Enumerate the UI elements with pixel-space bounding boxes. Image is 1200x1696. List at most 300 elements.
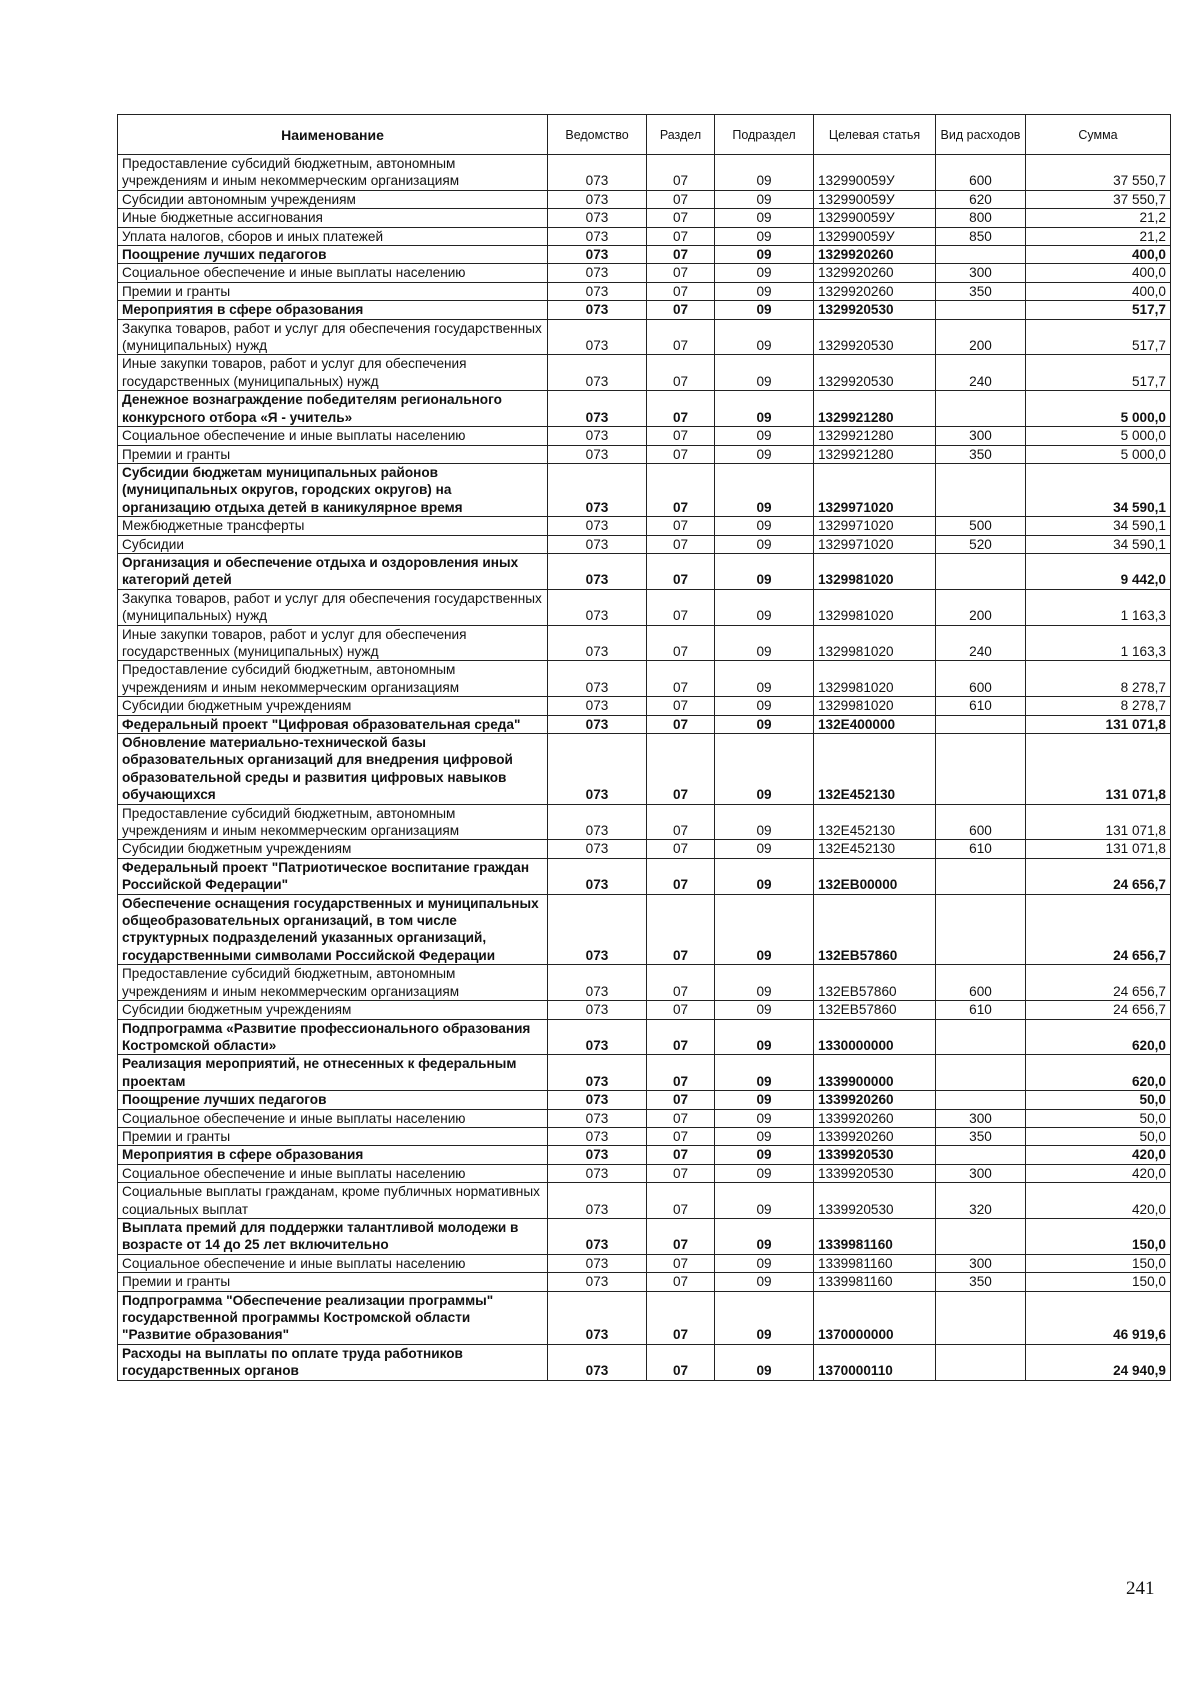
cell-razdel: 07 (647, 697, 715, 715)
cell-target-article: 1330000000 (814, 1019, 936, 1055)
cell-name: Подпрограмма "Обеспечение реализации программы" государственной программы Костромской области "Развитие образования" (118, 1291, 548, 1344)
cell-podrazdel: 09 (715, 858, 814, 894)
cell-sum: 21,2 (1026, 227, 1171, 245)
table-row (118, 1183, 1171, 1219)
cell-name: Предоставление субсидий бюджетным, автономным учреждениям и иным некоммерческим организациям (118, 804, 548, 840)
cell-vedomstvo: 073 (548, 1183, 647, 1219)
cell-sum: 34 590,1 (1026, 463, 1171, 516)
cell-sum: 1 163,3 (1026, 589, 1171, 625)
cell-name: Мероприятия в сфере образования (118, 1146, 548, 1164)
cell-vedomstvo: 073 (548, 1127, 647, 1145)
cell-vedomstvo: 073 (548, 840, 647, 858)
table-row (118, 553, 1171, 589)
cell-name: Социальное обеспечение и иные выплаты населению (118, 427, 548, 445)
cell-vedomstvo: 073 (548, 246, 647, 264)
cell-podrazdel: 09 (715, 1254, 814, 1272)
cell-podrazdel: 09 (715, 965, 814, 1001)
cell-podrazdel: 09 (715, 804, 814, 840)
header-vedomstvo: Ведомство (548, 115, 647, 155)
cell-target-article: 1329981020 (814, 589, 936, 625)
cell-target-article: 132Е452130 (814, 804, 936, 840)
cell-podrazdel: 09 (715, 589, 814, 625)
cell-expense-type: 610 (936, 1001, 1026, 1019)
cell-name: Субсидии бюджетным учреждениям (118, 840, 548, 858)
cell-sum: 37 550,7 (1026, 190, 1171, 208)
cell-vedomstvo: 073 (548, 445, 647, 463)
cell-name: Премии и гранты (118, 445, 548, 463)
cell-podrazdel: 09 (715, 661, 814, 697)
cell-target-article: 1329981020 (814, 553, 936, 589)
cell-vedomstvo: 073 (548, 264, 647, 282)
cell-razdel: 07 (647, 246, 715, 264)
cell-podrazdel: 09 (715, 319, 814, 355)
cell-expense-type: 350 (936, 1127, 1026, 1145)
cell-name: Предоставление субсидий бюджетным, автономным учреждениям и иным некоммерческим организациям (118, 155, 548, 191)
table-row (118, 965, 1171, 1001)
table-row (118, 1091, 1171, 1109)
cell-podrazdel: 09 (715, 1183, 814, 1219)
cell-razdel: 07 (647, 1291, 715, 1344)
table-row (118, 190, 1171, 208)
table-body (118, 155, 1171, 1381)
cell-razdel: 07 (647, 1183, 715, 1219)
cell-expense-type: 600 (936, 661, 1026, 697)
cell-name: Субсидии бюджетным учреждениям (118, 697, 548, 715)
cell-name: Закупка товаров, работ и услуг для обеспечения государственных (муниципальных) нужд (118, 589, 548, 625)
cell-name: Премии и гранты (118, 282, 548, 300)
cell-expense-type: 850 (936, 227, 1026, 245)
table-header (118, 115, 1171, 155)
cell-vedomstvo: 073 (548, 190, 647, 208)
cell-target-article: 1329921280 (814, 391, 936, 427)
cell-name: Закупка товаров, работ и услуг для обеспечения государственных (муниципальных) нужд (118, 319, 548, 355)
cell-target-article: 132ЕВ57860 (814, 1001, 936, 1019)
cell-podrazdel: 09 (715, 1291, 814, 1344)
table-row (118, 535, 1171, 553)
cell-expense-type (936, 1291, 1026, 1344)
cell-vedomstvo: 073 (548, 1273, 647, 1291)
cell-expense-type: 200 (936, 589, 1026, 625)
cell-podrazdel: 09 (715, 1091, 814, 1109)
header-name: Наименование (118, 115, 548, 155)
cell-podrazdel: 09 (715, 1001, 814, 1019)
cell-target-article: 1370000000 (814, 1291, 936, 1344)
table-row (118, 1146, 1171, 1164)
cell-podrazdel: 09 (715, 553, 814, 589)
cell-name: Предоставление субсидий бюджетным, автономным учреждениям и иным некоммерческим организациям (118, 965, 548, 1001)
cell-sum: 620,0 (1026, 1055, 1171, 1091)
cell-podrazdel: 09 (715, 1344, 814, 1380)
cell-expense-type: 300 (936, 264, 1026, 282)
cell-podrazdel: 09 (715, 463, 814, 516)
cell-name: Денежное вознаграждение победителям регионального конкурсного отбора «Я - учитель» (118, 391, 548, 427)
cell-target-article: 1329921280 (814, 427, 936, 445)
cell-target-article: 1329981020 (814, 697, 936, 715)
table-row (118, 427, 1171, 445)
cell-sum: 150,0 (1026, 1218, 1171, 1254)
table-row (118, 840, 1171, 858)
table-row (118, 1019, 1171, 1055)
cell-razdel: 07 (647, 1146, 715, 1164)
cell-name: Субсидии бюджетам муниципальных районов (муниципальных округов, городских округов) на организацию отдыха детей в каникулярное время (118, 463, 548, 516)
cell-razdel: 07 (647, 661, 715, 697)
header-razdel: Раздел (647, 115, 715, 155)
cell-razdel: 07 (647, 391, 715, 427)
cell-name: Обеспечение оснащения государственных и муниципальных общеобразовательных организаций, в том числе структурных подразделений указанных организаций, государственными символами Российской Федерации (118, 894, 548, 965)
cell-vedomstvo: 073 (548, 227, 647, 245)
cell-target-article: 1339981160 (814, 1218, 936, 1254)
cell-expense-type: 300 (936, 1164, 1026, 1182)
cell-sum: 34 590,1 (1026, 535, 1171, 553)
cell-razdel: 07 (647, 282, 715, 300)
cell-sum: 400,0 (1026, 246, 1171, 264)
cell-vedomstvo: 073 (548, 282, 647, 300)
cell-podrazdel: 09 (715, 517, 814, 535)
cell-target-article: 1329920530 (814, 301, 936, 319)
table-row (118, 1164, 1171, 1182)
cell-razdel: 07 (647, 301, 715, 319)
table-row (118, 894, 1171, 965)
cell-target-article: 1329920260 (814, 264, 936, 282)
cell-name: Иные закупки товаров, работ и услуг для обеспечения государственных (муниципальных) нужд (118, 625, 548, 661)
cell-sum: 37 550,7 (1026, 155, 1171, 191)
cell-name: Межбюджетные трансферты (118, 517, 548, 535)
cell-expense-type: 610 (936, 840, 1026, 858)
cell-expense-type (936, 246, 1026, 264)
cell-vedomstvo: 073 (548, 1146, 647, 1164)
cell-name: Субсидии автономным учреждениям (118, 190, 548, 208)
cell-vedomstvo: 073 (548, 1019, 647, 1055)
table-row (118, 445, 1171, 463)
cell-podrazdel: 09 (715, 246, 814, 264)
cell-sum: 420,0 (1026, 1164, 1171, 1182)
cell-podrazdel: 09 (715, 1164, 814, 1182)
cell-vedomstvo: 073 (548, 1291, 647, 1344)
table-row (118, 1055, 1171, 1091)
cell-sum: 5 000,0 (1026, 391, 1171, 427)
cell-razdel: 07 (647, 463, 715, 516)
cell-expense-type (936, 463, 1026, 516)
cell-vedomstvo: 073 (548, 209, 647, 227)
cell-target-article: 1370000110 (814, 1344, 936, 1380)
cell-vedomstvo: 073 (548, 1218, 647, 1254)
table-row (118, 1109, 1171, 1127)
cell-vedomstvo: 073 (548, 1344, 647, 1380)
cell-vedomstvo: 073 (548, 319, 647, 355)
table-row (118, 1273, 1171, 1291)
cell-target-article: 1339981160 (814, 1273, 936, 1291)
cell-expense-type (936, 715, 1026, 733)
cell-podrazdel: 09 (715, 840, 814, 858)
cell-target-article: 1329981020 (814, 661, 936, 697)
cell-podrazdel: 09 (715, 535, 814, 553)
cell-target-article: 132Е452130 (814, 734, 936, 805)
cell-vedomstvo: 073 (548, 463, 647, 516)
table-row (118, 804, 1171, 840)
budget-table (117, 114, 1171, 1381)
table-row (118, 1218, 1171, 1254)
cell-vedomstvo: 073 (548, 734, 647, 805)
cell-sum: 24 656,7 (1026, 858, 1171, 894)
cell-razdel: 07 (647, 190, 715, 208)
cell-target-article: 1329981020 (814, 625, 936, 661)
cell-target-article: 132990059У (814, 190, 936, 208)
cell-target-article: 1339920260 (814, 1127, 936, 1145)
cell-vedomstvo: 073 (548, 697, 647, 715)
table-row (118, 391, 1171, 427)
cell-vedomstvo: 073 (548, 155, 647, 191)
cell-podrazdel: 09 (715, 715, 814, 733)
cell-target-article: 1329920530 (814, 355, 936, 391)
cell-podrazdel: 09 (715, 697, 814, 715)
cell-razdel: 07 (647, 1164, 715, 1182)
cell-expense-type: 350 (936, 445, 1026, 463)
cell-razdel: 07 (647, 625, 715, 661)
cell-razdel: 07 (647, 1254, 715, 1272)
cell-razdel: 07 (647, 1127, 715, 1145)
cell-razdel: 07 (647, 804, 715, 840)
cell-expense-type (936, 894, 1026, 965)
cell-target-article: 1329920260 (814, 246, 936, 264)
cell-expense-type: 200 (936, 319, 1026, 355)
table-row (118, 155, 1171, 191)
cell-podrazdel: 09 (715, 227, 814, 245)
cell-target-article: 1329971020 (814, 463, 936, 516)
cell-name: Премии и гранты (118, 1273, 548, 1291)
table-row (118, 715, 1171, 733)
cell-name: Социальные выплаты гражданам, кроме публичных нормативных социальных выплат (118, 1183, 548, 1219)
cell-razdel: 07 (647, 517, 715, 535)
table-row (118, 625, 1171, 661)
cell-name: Поощрение лучших педагогов (118, 246, 548, 264)
cell-sum: 400,0 (1026, 264, 1171, 282)
cell-name: Выплата премий для поддержки талантливой молодежи в возрасте от 14 до 25 лет включительно (118, 1218, 548, 1254)
cell-target-article: 1339900000 (814, 1055, 936, 1091)
header-row (118, 115, 1171, 155)
cell-podrazdel: 09 (715, 1127, 814, 1145)
cell-vedomstvo: 073 (548, 715, 647, 733)
cell-sum: 24 656,7 (1026, 965, 1171, 1001)
cell-razdel: 07 (647, 445, 715, 463)
cell-target-article: 132ЕВ00000 (814, 858, 936, 894)
header-sum: Сумма (1026, 115, 1171, 155)
cell-podrazdel: 09 (715, 1146, 814, 1164)
cell-name: Предоставление субсидий бюджетным, автономным учреждениям и иным некоммерческим организациям (118, 661, 548, 697)
table-row (118, 246, 1171, 264)
cell-name: Федеральный проект "Цифровая образовательная среда" (118, 715, 548, 733)
cell-expense-type (936, 734, 1026, 805)
cell-sum: 420,0 (1026, 1183, 1171, 1219)
cell-expense-type: 610 (936, 697, 1026, 715)
cell-target-article: 1339981160 (814, 1254, 936, 1272)
cell-vedomstvo: 073 (548, 391, 647, 427)
cell-name: Социальное обеспечение и иные выплаты населению (118, 1109, 548, 1127)
cell-name: Обновление материально-технической базы образовательных организаций для внедрения цифровой образовательной среды и развития цифровых навыков обучающихся (118, 734, 548, 805)
cell-expense-type: 240 (936, 355, 1026, 391)
cell-razdel: 07 (647, 227, 715, 245)
cell-sum: 24 940,9 (1026, 1344, 1171, 1380)
cell-expense-type (936, 553, 1026, 589)
cell-podrazdel: 09 (715, 264, 814, 282)
table-row (118, 858, 1171, 894)
table-row (118, 734, 1171, 805)
cell-target-article: 1339920530 (814, 1183, 936, 1219)
cell-sum: 400,0 (1026, 282, 1171, 300)
cell-razdel: 07 (647, 264, 715, 282)
cell-vedomstvo: 073 (548, 1055, 647, 1091)
cell-razdel: 07 (647, 840, 715, 858)
cell-sum: 50,0 (1026, 1109, 1171, 1127)
cell-name: Социальное обеспечение и иные выплаты населению (118, 1164, 548, 1182)
cell-name: Социальное обеспечение и иные выплаты населению (118, 1254, 548, 1272)
cell-sum: 150,0 (1026, 1254, 1171, 1272)
cell-vedomstvo: 073 (548, 535, 647, 553)
cell-sum: 420,0 (1026, 1146, 1171, 1164)
cell-target-article: 132Е400000 (814, 715, 936, 733)
cell-expense-type: 350 (936, 282, 1026, 300)
cell-razdel: 07 (647, 1109, 715, 1127)
cell-target-article: 132990059У (814, 209, 936, 227)
cell-expense-type (936, 301, 1026, 319)
cell-sum: 131 071,8 (1026, 804, 1171, 840)
table-row (118, 319, 1171, 355)
cell-podrazdel: 09 (715, 355, 814, 391)
cell-sum: 517,7 (1026, 355, 1171, 391)
cell-expense-type: 320 (936, 1183, 1026, 1219)
cell-sum: 24 656,7 (1026, 894, 1171, 965)
table-row (118, 1254, 1171, 1272)
cell-sum: 517,7 (1026, 301, 1171, 319)
cell-vedomstvo: 073 (548, 1001, 647, 1019)
cell-expense-type: 520 (936, 535, 1026, 553)
table-row (118, 209, 1171, 227)
cell-sum: 131 071,8 (1026, 734, 1171, 805)
cell-vedomstvo: 073 (548, 1091, 647, 1109)
cell-razdel: 07 (647, 1091, 715, 1109)
cell-razdel: 07 (647, 1019, 715, 1055)
cell-podrazdel: 09 (715, 209, 814, 227)
cell-sum: 34 590,1 (1026, 517, 1171, 535)
cell-name: Расходы на выплаты по оплате труда работников государственных органов (118, 1344, 548, 1380)
cell-sum: 131 071,8 (1026, 840, 1171, 858)
cell-razdel: 07 (647, 553, 715, 589)
table-row (118, 355, 1171, 391)
cell-target-article: 1329971020 (814, 535, 936, 553)
cell-expense-type: 240 (936, 625, 1026, 661)
cell-target-article: 1339920530 (814, 1164, 936, 1182)
cell-sum: 131 071,8 (1026, 715, 1171, 733)
cell-target-article: 1329920530 (814, 319, 936, 355)
cell-target-article: 132ЕВ57860 (814, 894, 936, 965)
cell-podrazdel: 09 (715, 282, 814, 300)
cell-podrazdel: 09 (715, 1109, 814, 1127)
cell-expense-type: 600 (936, 155, 1026, 191)
cell-vedomstvo: 073 (548, 517, 647, 535)
cell-razdel: 07 (647, 155, 715, 191)
cell-expense-type: 620 (936, 190, 1026, 208)
cell-target-article: 1339920260 (814, 1109, 936, 1127)
cell-razdel: 07 (647, 319, 715, 355)
cell-podrazdel: 09 (715, 190, 814, 208)
table-row (118, 661, 1171, 697)
table-row (118, 1127, 1171, 1145)
cell-sum: 24 656,7 (1026, 1001, 1171, 1019)
cell-sum: 5 000,0 (1026, 445, 1171, 463)
cell-name: Иные бюджетные ассигнования (118, 209, 548, 227)
cell-name: Организация и обеспечение отдыха и оздоровления иных категорий детей (118, 553, 548, 589)
cell-expense-type (936, 1019, 1026, 1055)
cell-target-article: 1329921280 (814, 445, 936, 463)
cell-target-article: 132Е452130 (814, 840, 936, 858)
table-row (118, 589, 1171, 625)
cell-sum: 150,0 (1026, 1273, 1171, 1291)
cell-vedomstvo: 073 (548, 625, 647, 661)
cell-expense-type: 600 (936, 965, 1026, 1001)
cell-name: Субсидии (118, 535, 548, 553)
table-row (118, 697, 1171, 715)
cell-razdel: 07 (647, 734, 715, 805)
cell-sum: 9 442,0 (1026, 553, 1171, 589)
cell-razdel: 07 (647, 1273, 715, 1291)
table-row (118, 264, 1171, 282)
cell-podrazdel: 09 (715, 1055, 814, 1091)
cell-podrazdel: 09 (715, 1019, 814, 1055)
cell-podrazdel: 09 (715, 894, 814, 965)
header-target-article: Целевая статья (814, 115, 936, 155)
cell-razdel: 07 (647, 715, 715, 733)
cell-name: Субсидии бюджетным учреждениям (118, 1001, 548, 1019)
cell-razdel: 07 (647, 1344, 715, 1380)
cell-razdel: 07 (647, 965, 715, 1001)
cell-sum: 620,0 (1026, 1019, 1171, 1055)
cell-razdel: 07 (647, 1218, 715, 1254)
cell-expense-type: 350 (936, 1273, 1026, 1291)
cell-podrazdel: 09 (715, 445, 814, 463)
cell-vedomstvo: 073 (548, 589, 647, 625)
table-row (118, 1344, 1171, 1380)
cell-name: Социальное обеспечение и иные выплаты населению (118, 264, 548, 282)
cell-name: Мероприятия в сфере образования (118, 301, 548, 319)
cell-target-article: 1339920260 (814, 1091, 936, 1109)
cell-razdel: 07 (647, 355, 715, 391)
table-row (118, 463, 1171, 516)
cell-target-article: 132990059У (814, 155, 936, 191)
cell-target-article: 132ЕВ57860 (814, 965, 936, 1001)
cell-sum: 1 163,3 (1026, 625, 1171, 661)
cell-vedomstvo: 073 (548, 1109, 647, 1127)
cell-podrazdel: 09 (715, 625, 814, 661)
table-row (118, 1001, 1171, 1019)
cell-name: Реализация мероприятий, не отнесенных к федеральным проектам (118, 1055, 548, 1091)
cell-vedomstvo: 073 (548, 965, 647, 1001)
cell-podrazdel: 09 (715, 1218, 814, 1254)
cell-expense-type (936, 1055, 1026, 1091)
cell-expense-type: 500 (936, 517, 1026, 535)
cell-razdel: 07 (647, 1001, 715, 1019)
cell-vedomstvo: 073 (548, 553, 647, 589)
cell-razdel: 07 (647, 589, 715, 625)
cell-expense-type: 300 (936, 1109, 1026, 1127)
cell-vedomstvo: 073 (548, 661, 647, 697)
cell-name: Уплата налогов, сборов и иных платежей (118, 227, 548, 245)
cell-expense-type: 300 (936, 427, 1026, 445)
cell-vedomstvo: 073 (548, 355, 647, 391)
cell-vedomstvo: 073 (548, 301, 647, 319)
cell-sum: 21,2 (1026, 209, 1171, 227)
cell-podrazdel: 09 (715, 734, 814, 805)
cell-expense-type (936, 1091, 1026, 1109)
cell-sum: 5 000,0 (1026, 427, 1171, 445)
